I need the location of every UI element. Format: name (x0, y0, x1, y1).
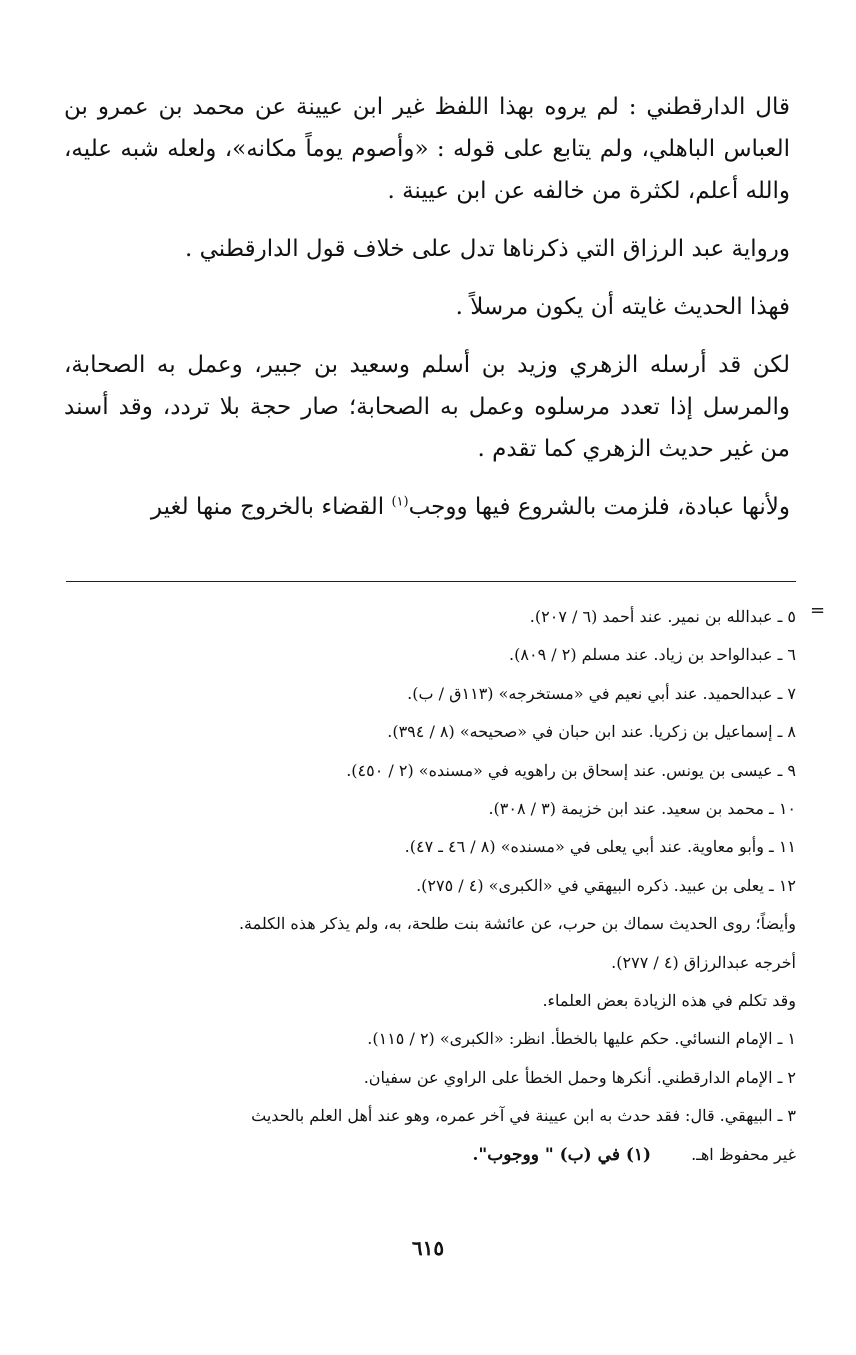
note-last-line (60, 1136, 796, 1174)
note-line: ٥ ـ عبدالله بن نمير. عند أحمد (٦ / ٢٠٧). (529, 607, 796, 626)
note-line: وأيضاً؛ روى الحديث سماك بن حرب، عن عائشة بنت طلحة، به، ولم يذكر هذه الكلمة. (238, 914, 796, 934)
paragraph-5 (64, 486, 790, 528)
footnote-reference: (١) (391, 494, 409, 510)
page-number: ٦١٥ (411, 1236, 445, 1260)
paragraph-4: لكن قد أرسله الزهري وزيد بن أسلم وسعيد بن جبير، وعمل به الصحابة، والمرسل إذا تعدد مرسلوه وعمل به الصحابة؛ صار حجة بلا تردد، وقد أسند من غير حديث الزهري كما تقدم . (64, 352, 790, 462)
note-line: ٦ ـ عبدالواحد بن زياد. عند مسلم (٢ / ٨٠٩). (509, 645, 796, 665)
note-line: ٨ ـ إسماعيل بن زكريا. عند ابن حبان في «صحيحه» (٨ / ٣٩٤). (387, 722, 796, 742)
paragraph-1: قال الدارقطني : لم يروه بهذا اللفظ غير ابن عيينة عن محمد بن عمرو بن العباس الباهلي، ولم يتابع على قوله : «وأصوم يوماً مكانه»، ولعله شبه عليه، والله أعلم، لكثرة من خالفه عن ابن عيينة . (64, 94, 790, 204)
note-line-end: غير محفوظ اهـ. (691, 1144, 796, 1164)
paragraph-5-text-a: ولأنها عبادة، فلزمت بالشروع فيها ووجب (408, 494, 790, 520)
paragraph-5-text-b: القضاء بالخروج منها لغير (150, 494, 392, 520)
note-line: ١٠ ـ محمد بن سعيد. عند ابن خزيمة (٣ / ٣٠٨). (488, 799, 796, 819)
note-line: ٧ ـ عبدالحميد. عند أبي نعيم في «مستخرجه» (١١٣ق / ب). (407, 683, 796, 703)
footnotes (60, 598, 796, 1174)
footnote-1: (١) في (ب) " ووجوب". (472, 1144, 652, 1165)
main-text (64, 86, 790, 544)
note-line: ١١ ـ وأبو معاوية. عند أبي يعلى في «مسنده» (٨ / ٤٦ ـ ٤٧). (404, 837, 796, 857)
note-line: أخرجه عبدالرزاق (٤ / ٢٧٧). (611, 952, 796, 972)
paragraph-2: ورواية عبد الرزاق التي ذكرناها تدل على خلاف قول الدارقطني . (185, 236, 790, 262)
note-line: وقد تكلم في هذه الزيادة بعض العلماء. (542, 991, 796, 1011)
note-line: ١ ـ الإمام النسائي. حكم عليها بالخطأ. انظر: «الكبرى» (٢ / ١١٥). (367, 1029, 796, 1049)
paragraph-3: فهذا الحديث غايته أن يكون مرسلاً . (455, 294, 790, 320)
footnote-separator (66, 581, 796, 582)
note-line: ١٢ ـ يعلى بن عبيد. ذكره البيهقي في «الكبرى» (٤ / ٢٧٥). (416, 875, 796, 895)
note-line: ٩ ـ عيسى بن يونس. عند إسحاق بن راهويه في «مسنده» (٢ / ٤٥٠). (346, 760, 796, 780)
note-line: ٣ ـ البيهقي. قال: فقد حدث به ابن عيينة في آخر عمره، وهو عند أهل العلم بالحديث (251, 1106, 796, 1126)
margin-mark: = (810, 600, 826, 621)
note-line: ٢ ـ الإمام الدارقطني. أنكرها وحمل الخطأ على الراوي عن سفيان. (363, 1067, 796, 1087)
